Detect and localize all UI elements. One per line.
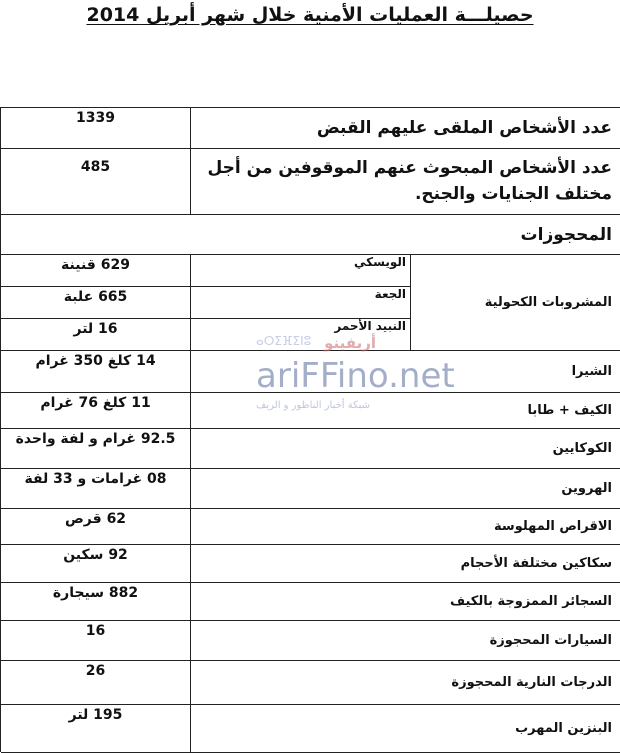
seizure-label: الاقراص المهلوسة [191,509,620,545]
wanted-value: 485 [1,149,191,215]
seizure-value: 11 كلغ 76 غرام [1,393,191,429]
seizure-value: 882 سيجارة [1,583,191,621]
seizure-label: الكوكايين [191,429,620,469]
seizure-value: 26 [1,661,191,705]
alcohol-item-value: 16 لتر [1,319,191,351]
seizure-label: الهروين [191,469,620,509]
seizure-label: الكيف + طابا [191,393,620,429]
seizure-label: الشيرا [191,351,620,393]
alcohol-item-value: 629 قنينة [1,255,191,287]
alcohol-item-value: 665 علبة [1,287,191,319]
seizure-value: 195 لتر [1,705,191,753]
seizure-label: سكاكين مختلفة الأحجام [191,545,620,583]
watermark-logo [256,334,455,424]
seizure-label: البنزين المهرب [191,705,620,753]
results-table [0,107,620,752]
watermark-tagline: شبكة أخبار الناظور و الريف [256,400,370,411]
seizure-value: 08 غرامات و 33 لفة [1,469,191,509]
watermark-site-name: ariFFino.net [256,356,455,396]
arrested-label: عدد الأشخاص الملقى عليهم القبض [191,108,620,149]
seizure-value: 14 كلغ 350 غرام [1,351,191,393]
seizure-value: 92.5 غرام و لفة واحدة [1,429,191,469]
wanted-label: عدد الأشخاص المبحوث عنهم الموقوفين من أجل مختلف الجنايات والجنح. [191,149,620,215]
alcohol-label: المشروبات الكحولية [411,255,620,351]
page-title: حصيلـــة العمليات الأمنية خلال شهر أبريل 2014 [86,4,534,26]
alcohol-item-label: الجعة [191,287,411,319]
arrested-value: 1339 [1,108,191,149]
seizures-header: المحجوزات [1,215,620,255]
watermark-arabic-name: أريفينو [324,334,376,352]
seizure-value: 62 قرص [1,509,191,545]
seizure-label: السيارات المحجوزة [191,621,620,661]
seizure-label: الدرجات النارية المحجوزة [191,661,620,705]
alcohol-item-label: الويسكي [191,255,411,287]
seizure-label: السجائر الممزوجة بالكيف [191,583,620,621]
watermark-tifinagh: ⴰⵔⵉⴼⵉⵏⵓ [256,334,312,348]
seizure-value: 16 [1,621,191,661]
seizure-value: 92 سكين [1,545,191,583]
alcohol-item-label: النبيد الأحمر [191,319,411,351]
